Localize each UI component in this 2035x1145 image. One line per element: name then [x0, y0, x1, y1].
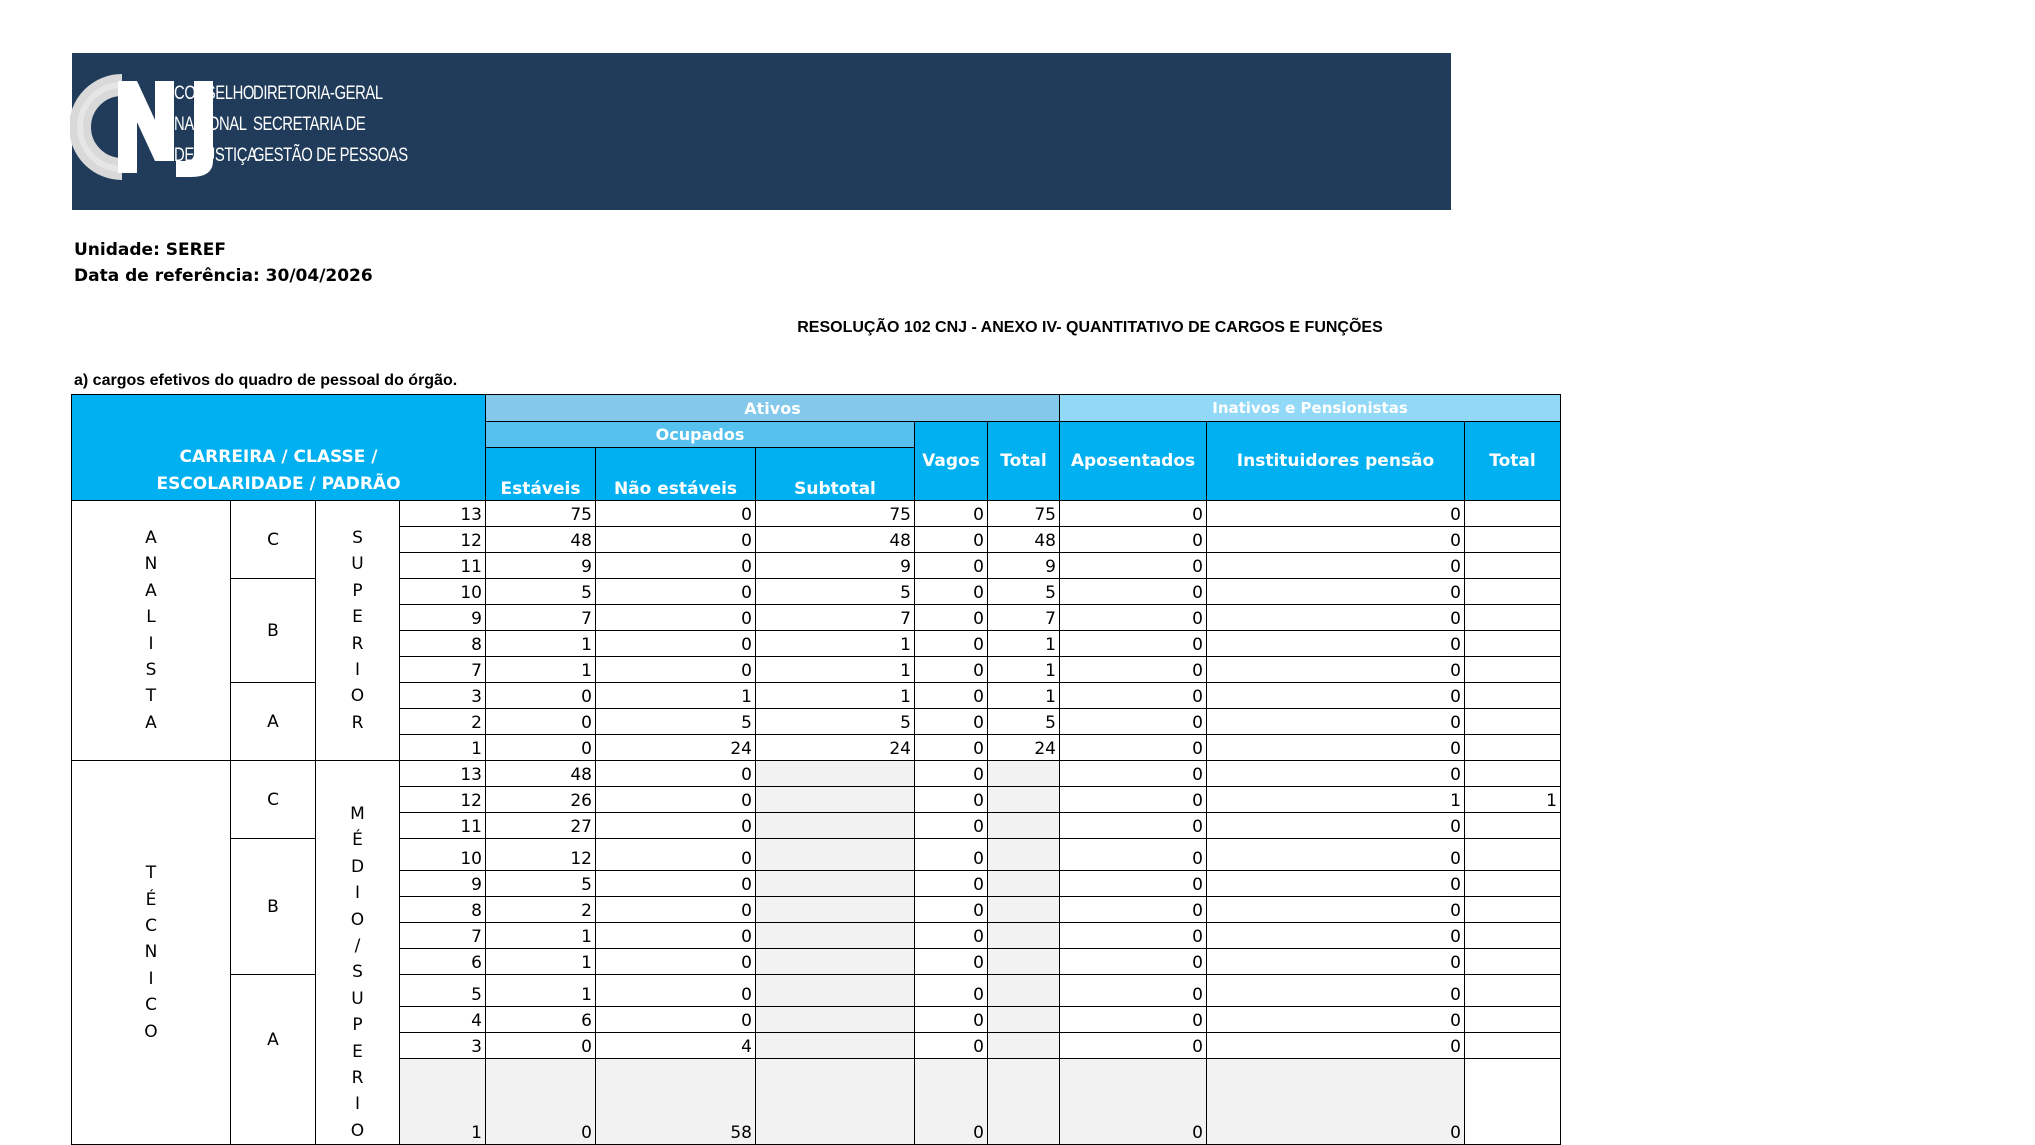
cell-subtotal — [756, 839, 915, 871]
cell-aposentados: 0 — [1060, 871, 1207, 897]
table-row — [72, 683, 1561, 709]
cell-padrao: 7 — [400, 923, 486, 949]
analista-carreira-letter: A — [145, 712, 157, 733]
cell-aposentados: 0 — [1060, 1007, 1207, 1033]
cell-nao-estaveis: 5 — [596, 709, 756, 735]
cell-estaveis: 1 — [486, 657, 596, 683]
analista-escolaridade-letter: R — [351, 633, 364, 654]
tecnico-carreira-letter: É — [145, 889, 157, 910]
cell-instituidores: 0 — [1207, 657, 1465, 683]
cell-instituidores: 0 — [1207, 761, 1465, 787]
cell-aposentados: 0 — [1060, 813, 1207, 839]
table-row — [72, 839, 1561, 871]
tecnico-escolaridade — [316, 761, 400, 1145]
analista-carreira-letter: L — [146, 607, 156, 628]
cell-instituidores: 0 — [1207, 553, 1465, 579]
analista-escolaridade-letter: E — [352, 607, 363, 628]
cell-aposentados: 0 — [1060, 1033, 1207, 1059]
cell-aposentados: 0 — [1060, 923, 1207, 949]
tecnico-escolaridade-letter: P — [352, 1015, 363, 1036]
cell-instituidores: 0 — [1207, 871, 1465, 897]
analista-classe-c: C — [231, 501, 316, 579]
cell-instituidores: 0 — [1207, 631, 1465, 657]
tecnico-escolaridade-letter: I — [354, 1094, 360, 1115]
tecnico-escolaridade-letter: D — [350, 856, 365, 877]
table-row — [72, 501, 1561, 527]
header-aposentados: Aposentados — [1060, 422, 1207, 501]
table-row — [72, 579, 1561, 605]
analista-carreira-letter: T — [145, 686, 157, 707]
cell-vagos: 0 — [915, 761, 988, 787]
cell-estaveis: 75 — [486, 501, 596, 527]
cell-estaveis: 12 — [486, 839, 596, 871]
tecnico-escolaridade-letter: U — [351, 988, 364, 1009]
analista-carreira-letter: S — [145, 659, 157, 680]
cell-total: 5 — [988, 709, 1060, 735]
cell-total — [988, 897, 1060, 923]
analista-carreira — [72, 501, 231, 761]
tecnico-classe-c: C — [231, 761, 316, 839]
section-title: a) cargos efetivos do quadro de pessoal do órgão. — [74, 372, 458, 389]
tecnico-escolaridade-letter: O — [350, 909, 365, 930]
cell-padrao: 12 — [400, 527, 486, 553]
cell-total — [988, 839, 1060, 871]
cell-total: 48 — [988, 527, 1060, 553]
cell-instituidores: 0 — [1207, 1007, 1465, 1033]
tecnico-carreira-letter: O — [144, 1021, 158, 1042]
cell-instituidores: 0 — [1207, 527, 1465, 553]
cell-aposentados: 0 — [1060, 527, 1207, 553]
table-row — [72, 761, 1561, 787]
cell-aposentados: 0 — [1060, 683, 1207, 709]
cell-total-inativos — [1465, 527, 1561, 553]
header-nao-estaveis: Não estáveis — [596, 448, 756, 501]
cell-estaveis: 26 — [486, 787, 596, 813]
cell-nao-estaveis: 0 — [596, 897, 756, 923]
cell-vagos: 0 — [915, 871, 988, 897]
header-subtotal: Subtotal — [756, 448, 915, 501]
tecnico-carreira — [72, 761, 231, 1145]
cell-aposentados: 0 — [1060, 579, 1207, 605]
cell-estaveis: 0 — [486, 683, 596, 709]
cell-instituidores: 1 — [1207, 787, 1465, 813]
cell-total — [988, 949, 1060, 975]
cell-nao-estaveis: 0 — [596, 657, 756, 683]
cell-padrao: 6 — [400, 949, 486, 975]
cell-subtotal — [756, 813, 915, 839]
cargos-table — [71, 394, 1561, 1145]
cell-nao-estaveis: 0 — [596, 579, 756, 605]
cell-vagos: 0 — [915, 579, 988, 605]
cell-estaveis: 7 — [486, 605, 596, 631]
cell-padrao: 4 — [400, 1007, 486, 1033]
cell-aposentados: 0 — [1060, 657, 1207, 683]
cell-padrao: 9 — [400, 605, 486, 631]
header-instituidores: Instituidores pensão — [1207, 422, 1465, 501]
tecnico-escolaridade-letter: E — [352, 1041, 363, 1062]
cell-subtotal: 5 — [756, 709, 915, 735]
cell-total — [988, 761, 1060, 787]
cell-aposentados: 0 — [1060, 631, 1207, 657]
cell-subtotal: 24 — [756, 735, 915, 761]
cell-estaveis: 48 — [486, 527, 596, 553]
cell-padrao: 3 — [400, 1033, 486, 1059]
cell-estaveis: 1 — [486, 923, 596, 949]
cell-estaveis: 1 — [486, 631, 596, 657]
cell-nao-estaveis: 0 — [596, 871, 756, 897]
cell-vagos: 0 — [915, 631, 988, 657]
unidade-label: Unidade: SEREF — [74, 240, 226, 260]
cell-subtotal — [756, 761, 915, 787]
cell-instituidores: 0 — [1207, 839, 1465, 871]
cell-total-inativos — [1465, 897, 1561, 923]
cell-nao-estaveis: 4 — [596, 1033, 756, 1059]
cell-aposentados: 0 — [1060, 1059, 1207, 1145]
cell-nao-estaveis: 0 — [596, 631, 756, 657]
analista-escolaridade-letter: P — [352, 580, 363, 601]
cell-instituidores: 0 — [1207, 579, 1465, 605]
cell-nao-estaveis: 0 — [596, 813, 756, 839]
cell-subtotal — [756, 787, 915, 813]
cell-nao-estaveis: 0 — [596, 605, 756, 631]
cell-total-inativos — [1465, 631, 1561, 657]
cell-nao-estaveis: 0 — [596, 839, 756, 871]
cell-nao-estaveis: 0 — [596, 501, 756, 527]
tecnico-escolaridade-letter: O — [350, 1120, 365, 1141]
analista-carreira-letter: I — [148, 633, 154, 654]
cell-nao-estaveis: 0 — [596, 761, 756, 787]
cell-total-inativos — [1465, 683, 1561, 709]
header-total: Total — [988, 422, 1060, 501]
tecnico-carreira-letter: C — [145, 995, 157, 1016]
cell-total-inativos — [1465, 1033, 1561, 1059]
cell-estaveis: 1 — [486, 975, 596, 1007]
tecnico-escolaridade-letter: / — [354, 936, 361, 957]
tecnico-escolaridade-letter: S — [352, 962, 363, 983]
cell-vagos: 0 — [915, 813, 988, 839]
cell-total: 24 — [988, 735, 1060, 761]
header-total-inativos: Total — [1465, 422, 1561, 501]
cell-aposentados: 0 — [1060, 839, 1207, 871]
cell-padrao: 11 — [400, 813, 486, 839]
cell-instituidores: 0 — [1207, 1033, 1465, 1059]
cell-vagos: 0 — [915, 735, 988, 761]
analista-escolaridade-letter: I — [354, 659, 360, 680]
cell-total — [988, 975, 1060, 1007]
cell-instituidores: 0 — [1207, 501, 1465, 527]
cell-total: 75 — [988, 501, 1060, 527]
cell-vagos: 0 — [915, 975, 988, 1007]
cell-total-inativos — [1465, 735, 1561, 761]
cell-padrao: 10 — [400, 579, 486, 605]
cell-total-inativos — [1465, 579, 1561, 605]
cell-padrao: 9 — [400, 871, 486, 897]
analista-carreira-letter: A — [145, 580, 157, 601]
cell-padrao: 13 — [400, 761, 486, 787]
table-row — [72, 975, 1561, 1007]
cell-subtotal: 9 — [756, 553, 915, 579]
org-name: CONSELHO NACIONAL DE JUSTIÇA — [174, 83, 257, 166]
cell-total-inativos: 1 — [1465, 787, 1561, 813]
header-carreira: CARREIRA / CLASSE / ESCOLARIDADE / PADRÃO — [72, 395, 486, 501]
cell-total — [988, 787, 1060, 813]
cell-subtotal — [756, 1059, 915, 1145]
cell-nao-estaveis: 24 — [596, 735, 756, 761]
cell-estaveis: 48 — [486, 761, 596, 787]
cell-total-inativos — [1465, 501, 1561, 527]
cell-padrao: 11 — [400, 553, 486, 579]
cell-total: 9 — [988, 553, 1060, 579]
cell-total-inativos — [1465, 839, 1561, 871]
cell-total: 1 — [988, 631, 1060, 657]
cell-estaveis: 5 — [486, 871, 596, 897]
data-referencia-label: Data de referência: 30/04/2026 — [74, 266, 373, 286]
document-title: RESOLUÇÃO 102 CNJ - ANEXO IV- QUANTITATIVO DE CARGOS E FUNÇÕES — [797, 319, 1383, 336]
cell-aposentados: 0 — [1060, 761, 1207, 787]
cell-subtotal: 5 — [756, 579, 915, 605]
analista-escolaridade-letter: R — [351, 712, 364, 733]
analista-escolaridade-letter: U — [351, 554, 364, 575]
cell-subtotal: 48 — [756, 527, 915, 553]
cell-padrao: 1 — [400, 1059, 486, 1145]
cell-estaveis: 0 — [486, 1033, 596, 1059]
tecnico-carreira-letter: C — [145, 916, 157, 937]
cell-subtotal — [756, 923, 915, 949]
cell-vagos: 0 — [915, 657, 988, 683]
cell-subtotal: 1 — [756, 631, 915, 657]
tecnico-carreira-letter: I — [148, 968, 154, 989]
cell-estaveis: 0 — [486, 735, 596, 761]
cell-padrao: 1 — [400, 735, 486, 761]
analista-classe-b: B — [231, 579, 316, 683]
cell-aposentados: 0 — [1060, 949, 1207, 975]
cell-padrao: 8 — [400, 631, 486, 657]
cell-total-inativos — [1465, 975, 1561, 1007]
cell-padrao: 12 — [400, 787, 486, 813]
cell-instituidores: 0 — [1207, 897, 1465, 923]
cell-vagos: 0 — [915, 787, 988, 813]
cell-vagos: 0 — [915, 501, 988, 527]
cell-subtotal — [756, 975, 915, 1007]
cell-estaveis: 27 — [486, 813, 596, 839]
cell-instituidores: 0 — [1207, 975, 1465, 1007]
header-ativos: Ativos — [486, 395, 1060, 422]
analista-classe-a: A — [231, 683, 316, 761]
cell-padrao: 13 — [400, 501, 486, 527]
cell-estaveis: 9 — [486, 553, 596, 579]
cell-total — [988, 1033, 1060, 1059]
cell-subtotal: 7 — [756, 605, 915, 631]
cell-instituidores: 0 — [1207, 683, 1465, 709]
tecnico-carreira-letter: N — [144, 942, 158, 963]
cell-subtotal — [756, 949, 915, 975]
cell-aposentados: 0 — [1060, 787, 1207, 813]
cell-total — [988, 1007, 1060, 1033]
cell-vagos: 0 — [915, 605, 988, 631]
cell-total — [988, 813, 1060, 839]
cell-nao-estaveis: 0 — [596, 975, 756, 1007]
tecnico-escolaridade-letter: R — [351, 1068, 364, 1089]
analista-escolaridade-letter: S — [352, 527, 363, 548]
cell-total-inativos — [1465, 1007, 1561, 1033]
cell-vagos: 0 — [915, 949, 988, 975]
cell-vagos: 0 — [915, 553, 988, 579]
cell-nao-estaveis: 1 — [596, 683, 756, 709]
cell-total-inativos — [1465, 1059, 1561, 1145]
cell-vagos: 0 — [915, 683, 988, 709]
cell-estaveis: 1 — [486, 949, 596, 975]
cell-padrao: 8 — [400, 897, 486, 923]
cell-estaveis: 0 — [486, 709, 596, 735]
cell-vagos: 0 — [915, 1033, 988, 1059]
cell-subtotal — [756, 871, 915, 897]
cell-nao-estaveis: 0 — [596, 949, 756, 975]
cell-total: 7 — [988, 605, 1060, 631]
cell-vagos: 0 — [915, 839, 988, 871]
cell-estaveis: 2 — [486, 897, 596, 923]
cell-total: 1 — [988, 683, 1060, 709]
analista-carreira-letter: N — [144, 554, 158, 575]
cell-aposentados: 0 — [1060, 735, 1207, 761]
tecnico-escolaridade-letter: I — [354, 883, 360, 904]
cell-nao-estaveis: 58 — [596, 1059, 756, 1145]
cell-total-inativos — [1465, 761, 1561, 787]
cell-nao-estaveis: 0 — [596, 923, 756, 949]
cell-total-inativos — [1465, 923, 1561, 949]
tecnico-classe-a: A — [231, 975, 316, 1145]
cell-vagos: 0 — [915, 709, 988, 735]
cell-nao-estaveis: 0 — [596, 527, 756, 553]
cell-total-inativos — [1465, 605, 1561, 631]
cell-instituidores: 0 — [1207, 605, 1465, 631]
cell-total — [988, 923, 1060, 949]
cell-total-inativos — [1465, 709, 1561, 735]
header-estaveis: Estáveis — [486, 448, 596, 501]
cell-aposentados: 0 — [1060, 501, 1207, 527]
cell-instituidores: 0 — [1207, 1059, 1465, 1145]
cell-subtotal: 1 — [756, 657, 915, 683]
cell-subtotal: 1 — [756, 683, 915, 709]
analista-escolaridade — [316, 501, 400, 761]
cell-aposentados: 0 — [1060, 709, 1207, 735]
cell-total-inativos — [1465, 949, 1561, 975]
cell-subtotal — [756, 897, 915, 923]
header-ocupados: Ocupados — [486, 422, 915, 448]
cell-instituidores: 0 — [1207, 709, 1465, 735]
cell-total-inativos — [1465, 553, 1561, 579]
tecnico-classe-b: B — [231, 839, 316, 975]
cell-estaveis: 5 — [486, 579, 596, 605]
cell-total — [988, 871, 1060, 897]
analista-escolaridade-letter: O — [350, 686, 365, 707]
cell-instituidores: 0 — [1207, 949, 1465, 975]
cell-total — [988, 1059, 1060, 1145]
tecnico-carreira-letter: T — [145, 863, 157, 884]
cell-subtotal — [756, 1007, 915, 1033]
cell-subtotal: 75 — [756, 501, 915, 527]
cell-instituidores: 0 — [1207, 923, 1465, 949]
cell-vagos: 0 — [915, 527, 988, 553]
cell-padrao: 7 — [400, 657, 486, 683]
cell-vagos: 0 — [915, 1007, 988, 1033]
cell-instituidores: 0 — [1207, 735, 1465, 761]
cell-instituidores: 0 — [1207, 813, 1465, 839]
cell-nao-estaveis: 0 — [596, 553, 756, 579]
cell-vagos: 0 — [915, 923, 988, 949]
cell-padrao: 2 — [400, 709, 486, 735]
cell-aposentados: 0 — [1060, 975, 1207, 1007]
cell-vagos: 0 — [915, 1059, 988, 1145]
tecnico-escolaridade-letter: M — [350, 804, 365, 824]
cell-total: 1 — [988, 657, 1060, 683]
dept-name: DIRETORIA-GERAL SECRETARIA DE GESTÃO DE PESSOAS — [253, 83, 408, 166]
cell-total-inativos — [1465, 871, 1561, 897]
header-inativos: Inativos e Pensionistas — [1060, 395, 1561, 422]
cell-padrao: 10 — [400, 839, 486, 871]
tecnico-escolaridade-letter: É — [352, 830, 363, 851]
cell-subtotal — [756, 1033, 915, 1059]
analista-carreira-letter: A — [145, 527, 157, 548]
cell-vagos: 0 — [915, 897, 988, 923]
cell-aposentados: 0 — [1060, 897, 1207, 923]
cell-total-inativos — [1465, 657, 1561, 683]
cell-nao-estaveis: 0 — [596, 1007, 756, 1033]
cell-padrao: 5 — [400, 975, 486, 1007]
cell-estaveis: 0 — [486, 1059, 596, 1145]
header-vagos: Vagos — [915, 422, 988, 501]
cell-total: 5 — [988, 579, 1060, 605]
cell-total-inativos — [1465, 813, 1561, 839]
cell-aposentados: 0 — [1060, 553, 1207, 579]
cell-estaveis: 6 — [486, 1007, 596, 1033]
cell-padrao: 3 — [400, 683, 486, 709]
cell-nao-estaveis: 0 — [596, 787, 756, 813]
cell-aposentados: 0 — [1060, 605, 1207, 631]
